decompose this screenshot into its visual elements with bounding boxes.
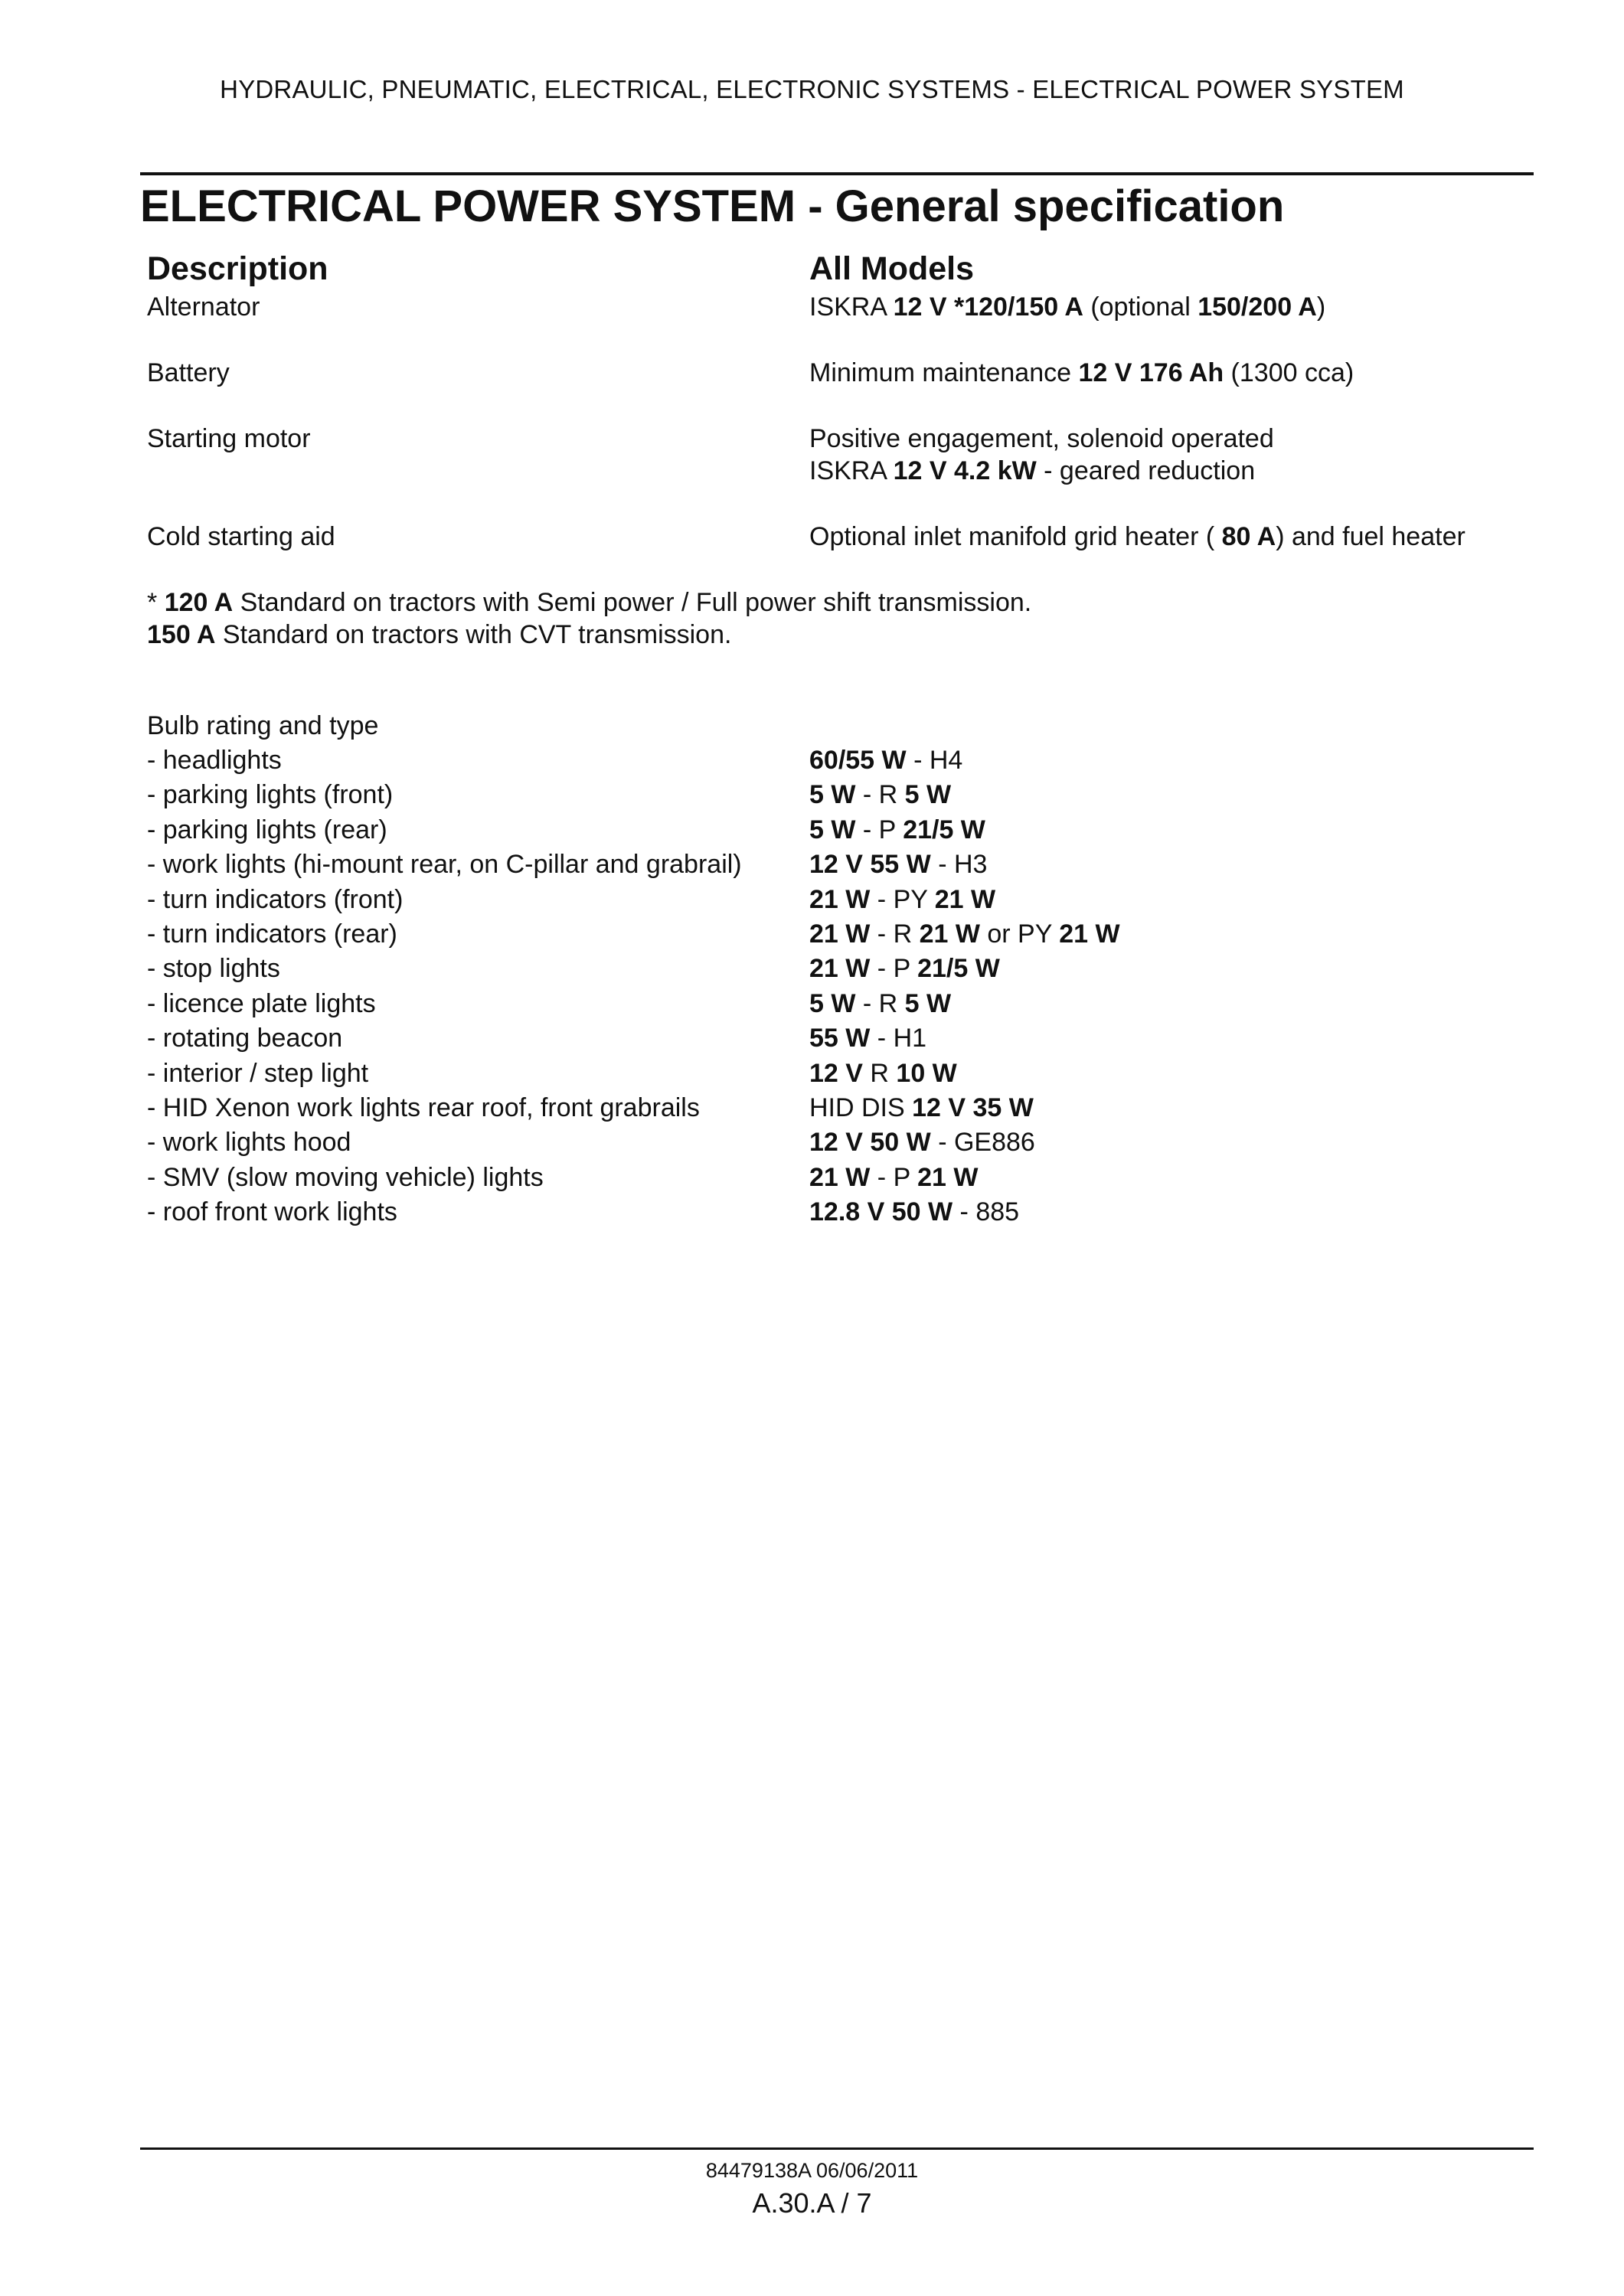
text-segment: - H3: [930, 850, 988, 879]
text-segment: Positive engagement, solenoid operated: [809, 424, 1274, 453]
text-segment: 60/55 W: [809, 746, 907, 775]
text-segment: 55 W: [809, 1024, 871, 1053]
text-segment: ): [1316, 292, 1326, 322]
bulb-value: [809, 779, 951, 811]
text-segment: - R: [855, 989, 905, 1018]
text-segment: 21 W: [919, 919, 980, 949]
text-segment: 21 W: [809, 885, 871, 914]
bulb-value: [809, 1161, 978, 1194]
text-segment: - H4: [906, 746, 963, 775]
bulb-label: - licence plate lights: [147, 989, 376, 1018]
text-segment: 150 A: [147, 620, 216, 649]
text-segment: 12 V 55 W: [809, 850, 931, 879]
text-segment: ) and fuel heater: [1276, 522, 1466, 551]
text-segment: - PY: [870, 885, 935, 914]
bulb-label: - rotating beacon: [147, 1024, 343, 1053]
header-rule: [140, 172, 1534, 175]
spec-value-battery: [809, 357, 1354, 389]
bulb-value: [809, 1092, 1034, 1124]
text-segment: 21 W: [809, 919, 871, 949]
text-segment: - GE886: [930, 1128, 1035, 1157]
text-segment: 5 W: [904, 989, 952, 1018]
text-segment: 80 A: [1221, 522, 1276, 551]
text-segment: 5 W: [904, 780, 952, 809]
footnote-150a: [147, 619, 731, 651]
text-segment: 12 V 4.2 kW: [893, 456, 1037, 485]
bulb-label: - parking lights (rear): [147, 815, 387, 844]
bulb-label: - stop lights: [147, 954, 280, 983]
footer-page-number: A.30.A / 7: [752, 2187, 872, 2219]
bulb-label: - work lights hood: [147, 1128, 351, 1157]
text-segment: ISKRA: [809, 456, 894, 485]
spec-value-starting-motor: [809, 423, 1274, 455]
bulb-value: [809, 1196, 1019, 1228]
bulb-value: [809, 883, 995, 916]
bulb-label: - work lights (hi-mount rear, on C-pillar and grabrail): [147, 850, 742, 879]
text-segment: - P: [855, 815, 903, 844]
footnote-120a: [147, 586, 1031, 619]
spec-label-alternator: Alternator: [147, 292, 260, 322]
spec-label-cold-start: Cold starting aid: [147, 522, 335, 551]
bulb-value: [809, 1126, 1035, 1158]
text-segment: (optional: [1083, 292, 1198, 322]
bulb-value: [809, 744, 962, 776]
footer-doc-reference: 84479138A 06/06/2011: [705, 2159, 919, 2182]
bulb-value: [809, 1022, 926, 1054]
text-segment: - H1: [870, 1024, 927, 1053]
text-segment: - 885: [953, 1197, 1020, 1226]
bulb-label: - roof front work lights: [147, 1197, 397, 1226]
bulb-label: - headlights: [147, 746, 282, 775]
text-segment: 12 V 50 W: [809, 1128, 931, 1157]
text-segment: 12 V 176 Ah: [1078, 358, 1224, 387]
text-segment: 12 V *120/150 A: [893, 292, 1083, 322]
text-segment: *: [147, 588, 165, 617]
bulb-label: - turn indicators (front): [147, 885, 404, 914]
text-segment: 21 W: [1059, 919, 1120, 949]
footer-rule: [140, 2147, 1534, 2150]
spec-label-battery: Battery: [147, 358, 230, 387]
text-segment: 5 W: [809, 989, 856, 1018]
column-header-models: All Models: [809, 250, 975, 287]
bulb-value: [809, 918, 1120, 950]
text-segment: 21 W: [809, 1163, 871, 1192]
text-segment: - P: [870, 1163, 918, 1192]
spec-value-cold-start: [809, 521, 1466, 553]
text-segment: Standard on tractors with Semi power / Full power shift transmission.: [233, 588, 1032, 617]
bulb-value: [809, 988, 951, 1020]
text-segment: 21 W: [809, 954, 871, 983]
page-title: ELECTRICAL POWER SYSTEM - General specification: [140, 181, 1285, 231]
text-segment: 21 W: [934, 885, 996, 914]
bulb-label: - interior / step light: [147, 1059, 369, 1088]
text-segment: 21/5 W: [903, 815, 985, 844]
text-segment: - R: [855, 780, 905, 809]
text-segment: - R: [870, 919, 920, 949]
bulbs-heading: Bulb rating and type: [147, 711, 379, 740]
bulb-value: [809, 848, 987, 880]
text-segment: 12 V: [809, 1059, 863, 1088]
bulb-value: [809, 1057, 957, 1089]
text-segment: - geared reduction: [1036, 456, 1256, 485]
text-segment: 150/200 A: [1198, 292, 1317, 322]
text-segment: Minimum maintenance: [809, 358, 1079, 387]
text-segment: 12 V 35 W: [912, 1093, 1034, 1122]
text-segment: 21 W: [917, 1163, 979, 1192]
text-segment: 5 W: [809, 815, 856, 844]
text-segment: Standard on tractors with CVT transmission.: [215, 620, 732, 649]
text-segment: or PY: [979, 919, 1060, 949]
text-segment: R: [862, 1059, 897, 1088]
column-header-description: Description: [147, 250, 328, 287]
text-segment: - P: [870, 954, 918, 983]
text-segment: 5 W: [809, 780, 856, 809]
bulb-label: - parking lights (front): [147, 780, 394, 809]
running-header: HYDRAULIC, PNEUMATIC, ELECTRICAL, ELECTRONIC SYSTEMS - ELECTRICAL POWER SYSTEM: [220, 75, 1404, 103]
text-segment: ISKRA: [809, 292, 894, 322]
text-segment: 10 W: [896, 1059, 957, 1088]
text-segment: 12.8 V 50 W: [809, 1197, 953, 1226]
text-segment: HID DIS: [809, 1093, 913, 1122]
spec-value-starting-motor-line2: [809, 455, 1255, 487]
bulb-label: - HID Xenon work lights rear roof, front grabrails: [147, 1093, 700, 1122]
bulb-label: - turn indicators (rear): [147, 919, 397, 949]
bulb-value: [809, 952, 1000, 985]
text-segment: 21/5 W: [917, 954, 1000, 983]
text-segment: 120 A: [164, 588, 234, 617]
bulb-label: - SMV (slow moving vehicle) lights: [147, 1163, 544, 1192]
text-segment: Optional inlet manifold grid heater (: [809, 522, 1222, 551]
spec-value-alternator: [809, 291, 1325, 323]
bulb-value: [809, 814, 985, 846]
spec-label-starting-motor: Starting motor: [147, 424, 311, 453]
text-segment: (1300 cca): [1224, 358, 1354, 387]
